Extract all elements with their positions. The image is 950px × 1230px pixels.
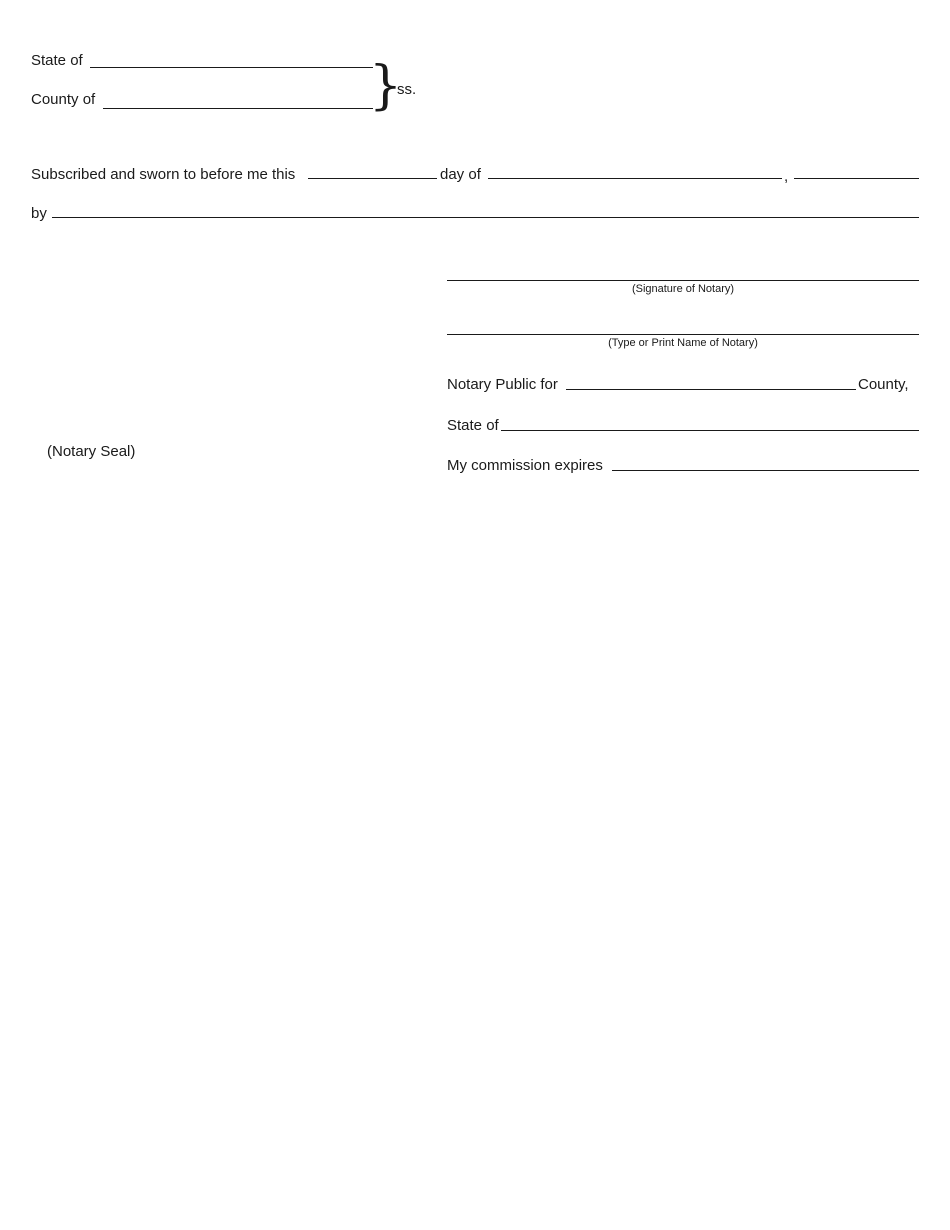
notary-county-field[interactable] xyxy=(566,389,856,390)
notary-public-for-label: Notary Public for xyxy=(447,376,558,393)
year-field[interactable] xyxy=(794,178,919,179)
commission-expires-label: My commission expires xyxy=(447,457,603,474)
comma-separator: , xyxy=(784,168,789,185)
notary-print-name-field[interactable] xyxy=(447,334,919,335)
by-label: by xyxy=(31,205,47,222)
month-field[interactable] xyxy=(488,178,782,179)
state-field[interactable] xyxy=(90,67,373,68)
notary-seal-label: (Notary Seal) xyxy=(47,443,136,460)
venue-brace: } xyxy=(369,56,403,116)
notary-state-field[interactable] xyxy=(501,430,919,431)
signature-caption: (Signature of Notary) xyxy=(631,283,735,295)
notary-state-label: State of xyxy=(447,417,499,434)
subscribed-label: Subscribed and sworn to before me this xyxy=(31,166,296,183)
ss-label: ss. xyxy=(397,81,417,98)
affiant-name-field[interactable] xyxy=(52,217,919,218)
county-label: County of xyxy=(31,91,96,108)
notary-county-label: County, xyxy=(858,376,909,393)
state-label: State of xyxy=(31,52,83,69)
day-of-label: day of xyxy=(440,166,481,183)
day-number-field[interactable] xyxy=(308,178,437,179)
commission-expires-field[interactable] xyxy=(612,470,919,471)
print-name-caption: (Type or Print Name of Notary) xyxy=(608,337,758,349)
county-field[interactable] xyxy=(103,108,373,109)
notary-signature-field[interactable] xyxy=(447,280,919,281)
